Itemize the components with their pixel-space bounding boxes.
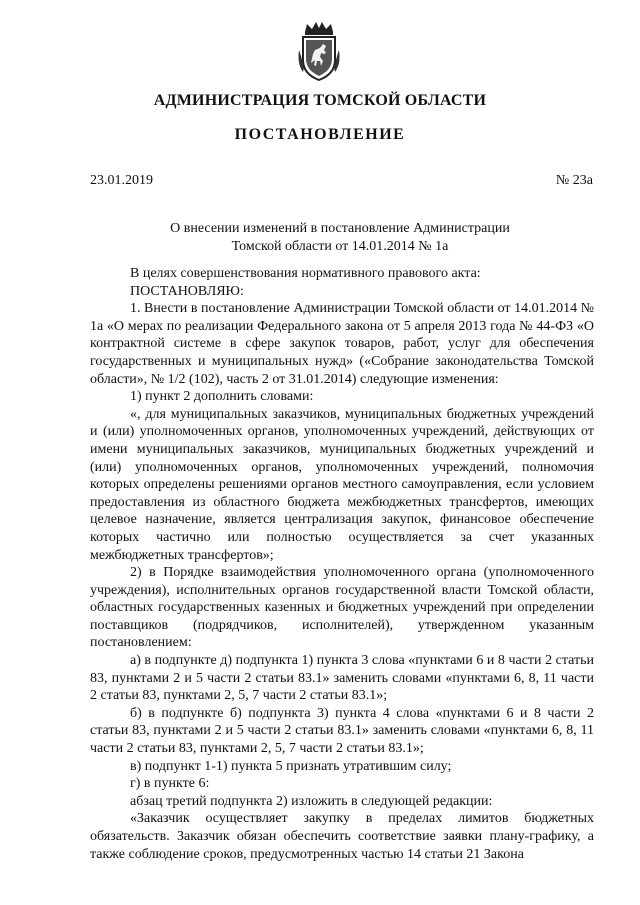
subject-line-1: О внесении изменений в постановление Администрации bbox=[170, 221, 510, 236]
paragraph: а) в подпункте д) подпункта 1) пункта 3 слова «пунктами 6 и 8 части 2 статьи 83, пунктами 2 и 5 части 2 статьи 83.1» заменить словами «пунктами 6, 8, 11 части 2 статьи 83, пунктами 2, 5, 7 части 2 статьи 83.1»; bbox=[90, 653, 594, 704]
paragraph: ПОСТАНОВЛЯЮ: bbox=[130, 283, 244, 299]
paragraph: в) подпункт 1-1) пункта 5 признать утратившим силу; bbox=[130, 758, 452, 774]
document-subject bbox=[90, 220, 590, 256]
subject-line-2: Томской области от 14.01.2014 № 1а bbox=[231, 239, 449, 254]
document-type-title: ПОСТАНОВЛЕНИЕ bbox=[234, 126, 406, 143]
organization-title: АДМИНИСТРАЦИЯ ТОМСКОЙ ОБЛАСТИ bbox=[153, 92, 487, 109]
document-date: 23.01.2019 bbox=[90, 173, 153, 188]
paragraph: абзац третий подпункта 2) изложить в следующей редакции: bbox=[130, 793, 493, 809]
paragraph: 2) в Порядке взаимодействия уполномоченного органа (уполномоченного учреждения), исполнительных органов государственной власти Томской области, областных государственных казенных и бюджетных учреждений при определении поставщиков (подрядчиков, исполнителей), утвержденном указанным постановлением: bbox=[90, 565, 594, 651]
paragraph: г) в пункте 6: bbox=[130, 776, 210, 792]
paragraph: В целях совершенствования нормативного правового акта: bbox=[130, 266, 481, 281]
paragraph: 1. Внести в постановление Администрации Томской области от 14.01.2014 № 1а «О мерах по реализации Федерального закона от 5 апреля 2013 года № 44-ФЗ «О контрактной системе в сфере закупок товаров, работ, услуг для обеспечения государственных и муниципальных нужд» («Собрание законодательства Томской области», № 1/2 (102), часть 2 от 31.01.2014) следующие изменения: bbox=[90, 301, 594, 387]
paragraph: «, для муниципальных заказчиков, муниципальных бюджетных учреждений и (или) уполномоченных органов, уполномоченных учреждений, действующих от имени муниципальных заказчиков, муниципальных бюджетных учреждений и (или) уполномоченных органов, уполномоченных учреждений, полномочия которых определены решениями органов местного самоуправления, если условием предоставления из областного бюджета межбюджетных трансфертов, имеющих целевое назначение, является централизация закупок, финансовое обеспечение которых частично или полностью осуществляется за счет указанных межбюджетных трансфертов»; bbox=[90, 406, 594, 563]
paragraph: 1) пункт 2 дополнить словами: bbox=[130, 389, 314, 405]
paragraph: б) в подпункте б) подпункта 3) пункта 4 слова «пунктами 6 и 8 части 2 статьи 83, пунктами 2 и 5 части 2 статьи 83.1» заменить словами «пунктами 6, 8, 11 части 2 статьи 83, пунктами 2, 5, 7 части 2 статьи 83.1»; bbox=[90, 705, 594, 757]
document-number: № 23а bbox=[555, 173, 593, 188]
document-body bbox=[90, 265, 594, 863]
coat-of-arms-emblem bbox=[293, 20, 345, 82]
paragraph: «Заказчик осуществляет закупку в пределах лимитов бюджетных обязательств. Заказчик обязан обеспечить соответствие заявки плану-графику, а также соблюдение сроков, предусмотренных частью 14 статьи 21 Закона bbox=[90, 811, 594, 862]
